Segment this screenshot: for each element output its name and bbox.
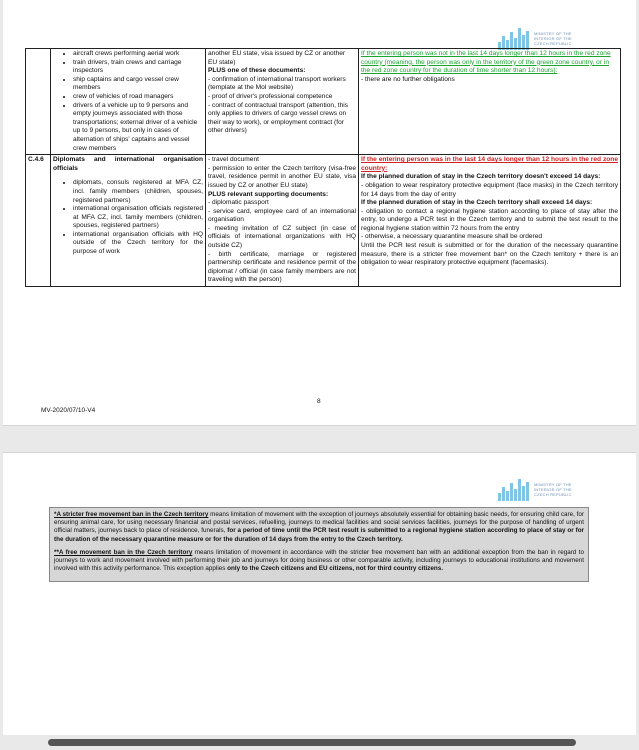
footnote-text: means limitation of movement with the exception of journeys absolutely essential for obtaining basic needs, for ensuring child care, for ensuring animal care, for using necessary financial and postal services, refuelling, journeys to medical facilities and social services facilities, journeys for the purpose of handling of urgent official matters, journeys back to place of residence, funerals, <box>54 511 584 535</box>
horizontal-scrollbar[interactable] <box>48 739 576 746</box>
list-item: • crew of vehicles of road managers <box>73 93 203 102</box>
footnote-free-ban <box>54 549 584 574</box>
row-code-cell: C.4.6 <box>26 155 51 287</box>
list-item: • international organisation officials with HQ outside of the Czech territory for the purpose of work <box>73 231 203 257</box>
documents-heading: PLUS relevant supporting documents: <box>208 190 329 198</box>
obligation-heading: If the planned duration of stay in the Czech territory doesn't exceed 14 days: <box>361 173 601 181</box>
obligation-heading: If the planned duration of stay in the Czech territory shall exceed 14 days: <box>361 199 593 207</box>
document-line: - meeting invitation of CZ subject (in case of officials of international organizations with HQ outside CZ) <box>208 224 356 250</box>
table-row <box>26 155 621 287</box>
logo-bars-icon <box>498 28 530 50</box>
documents-cell <box>206 155 359 287</box>
document-line: - contract of contractual transport (attention, this only applies to drivers of cargo vessel crews on their way to work), or employment contract (for other drivers) <box>208 101 349 135</box>
list-item: • drivers of a vehicle up to 9 persons and empty journeys associated with those transportations; external driver of a vehicle up to 9 persons, but only in cases of alternation of ships' captains and vessel crew members <box>73 102 203 154</box>
logo-text: MINISTRY OF THE INTERIOR OF THE CZECH REPUBLIC <box>534 482 572 497</box>
document-line: - permission to enter the Czech territory (visa-free travel, residence permit in another EU state, visa issued by CZ or another EU state) <box>208 164 356 189</box>
footnote-emphasis: only to the Czech citizens and EU citizens, not for third country citizens. <box>227 565 444 573</box>
category-list <box>53 179 203 256</box>
list-item: • aircraft crews performing aerial work <box>73 50 203 59</box>
document-page-1 <box>3 0 636 426</box>
document-page-2 <box>3 452 636 735</box>
category-cell <box>51 155 206 287</box>
footnote-term: *A stricter free movement ban in the Czech territory <box>54 511 209 518</box>
footnote-stricter-ban <box>54 511 584 544</box>
obligation-line: - obligation to wear respiratory protective equipment (face masks) in the Czech territory for 14 days from the day of entry <box>361 181 618 198</box>
footnote-box <box>49 507 589 582</box>
page-number: 8 <box>317 398 321 405</box>
document-line: - diplomatic passport <box>208 199 269 207</box>
document-line: - proof of driver's professional competence <box>208 92 333 100</box>
green-zone-condition: If the entering person was not in the last 14 days longer than 12 hours in the red zone country (meaning, the person was only in the territory of the green zone country, or in the red zone country for the duration of time shorter than 12 hours): <box>361 50 611 75</box>
obligations-cell <box>359 49 621 155</box>
ministry-logo <box>498 479 584 501</box>
documents-intro: another EU state, visa issued by CZ or another EU state) <box>208 50 346 66</box>
document-id: MV-2020/07/10-V4 <box>41 407 96 414</box>
document-line: - service card, employee card of an international organisation <box>208 207 356 224</box>
category-list <box>53 50 203 153</box>
document-line: - confirmation of international transport workers (template at the MoI website) <box>208 75 346 92</box>
ministry-logo <box>498 28 584 50</box>
obligation-line: - obligation to contact a regional hygiene station according to place of stay after the entry, to undergo a PCR test in the Czech territory and to submit the test result to the regional hygiene station within 72 hours from the entry <box>361 207 618 232</box>
document-line: - travel document <box>208 156 259 164</box>
list-item: • ship captains and cargo vessel crew members <box>73 76 203 93</box>
documents-cell <box>206 49 359 155</box>
footnote-emphasis: for a period of time until the PCR test result is submitted to a regional hygiene station according to place of stay or for the duration of the necessary quarantine measure or for the duration of 14 days from the entry to the Czech territory. <box>54 527 584 543</box>
logo-text: MINISTRY OF THE INTERIOR OF THE CZECH REPUBLIC <box>534 31 572 46</box>
red-zone-condition: If the entering person was in the last 14 days longer than 12 hours in the red zone country: <box>361 156 618 172</box>
entry-requirements-table <box>25 48 621 287</box>
document-line: - birth certificate, marriage or registered partnership certificate and residence permit of the diplomat / official (in case family members are not traveling with the person) <box>208 250 356 284</box>
obligations-cell <box>359 155 621 287</box>
obligation-line: - there are no further obligations <box>361 75 455 83</box>
footnote-term: **A free movement ban in the Czech territory <box>54 548 193 556</box>
footnote-text: means limitation of movement in accordance with the stricter free movement ban with an additional exception from the ban in regard to journeys to work and movement involved with performing their job and journeys for doing business or other comparable activity, including journeys to educational institutions and movement involved with this activity performance. This exception applies <box>54 548 584 573</box>
row-code-cell <box>26 49 51 155</box>
category-cell <box>51 49 206 155</box>
documents-heading: PLUS one of these documents: <box>208 67 306 75</box>
obligation-line: - otherwise, a necessary quarantine measure shall be ordered <box>361 233 543 241</box>
category-title: Diplomats and international organisation officials <box>53 156 203 172</box>
list-item: • diplomats, consuls registered at MFA CZ, incl. family members (children, spouses, registered partners) <box>73 179 203 205</box>
list-item: • train drivers, train crews and carriage inspectors <box>73 59 203 76</box>
logo-bars-icon <box>498 479 530 501</box>
list-item: • international organisation officials registered at MFA CZ, incl. family members (children, spouses, registered partners) <box>73 205 203 231</box>
table-row <box>26 49 621 155</box>
obligation-line: Until the PCR test result is submitted or for the duration of the necessary quarantine measure, there is a stricter free movement ban* on the Czech territory + there is an obligation to wear respiratory protective equipment (facemasks). <box>361 242 618 267</box>
